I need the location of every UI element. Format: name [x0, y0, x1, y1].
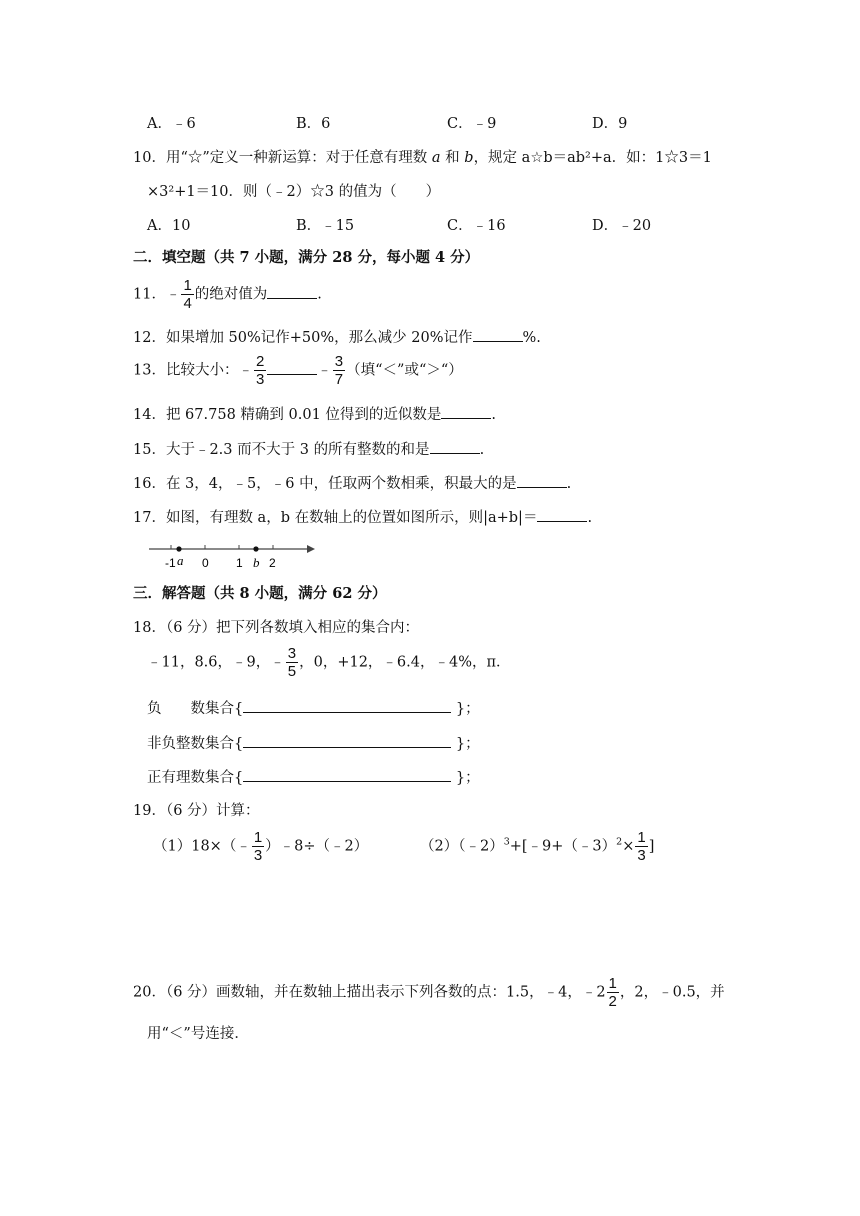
q20-line1: 20．（6 分）画数轴，并在数轴上描出表示下列各数的点：1.5，﹣4，﹣2 $\frac{1}{2}$ ，2，﹣0.5，并	[133, 975, 725, 1010]
negative-set-blank[interactable]	[243, 698, 451, 713]
q15-answer-blank[interactable]	[430, 439, 480, 454]
q19-part-2: （2）（﹣2）$^3$+[﹣9+（﹣3）$^2$× $\frac{1}{3}$ ]	[420, 829, 655, 864]
point-a	[176, 546, 181, 551]
label-a: a	[177, 553, 184, 568]
q19-part-1: （1）18×（﹣ $\frac{1}{3}$ ）﹣8÷（﹣2）	[153, 829, 369, 864]
q10-option-c: C．﹣16	[447, 218, 506, 234]
q9-option-a: A．﹣6	[147, 116, 196, 132]
q10-line1: 10．用“☆”定义一种新运算：对于任意有理数 a 和 b，规定 a☆b＝ab²+a．如：1☆3＝1	[133, 150, 712, 166]
q13-fraction-2: $\frac{3}{7}$	[334, 353, 344, 388]
q20-line2: 用“＜”号连接．	[147, 1026, 249, 1042]
section-fill-in-heading: 二．填空题（共 7 小题，满分 28 分，每小题 4 分）	[133, 249, 480, 266]
q10-option-a: A．10	[147, 218, 191, 234]
q11-answer-blank[interactable]	[267, 284, 317, 299]
q15: 15．大于﹣2.3 而不大于 3 的所有整数的和是 .	[133, 439, 484, 460]
section-solve-heading: 三．解答题（共 8 小题，满分 62 分）	[133, 585, 387, 602]
q17: 17．如图，有理数 a，b 在数轴上的位置如图所示，则|a+b|＝ .	[133, 507, 592, 528]
q18-fraction: $\frac{3}{5}$	[287, 645, 297, 680]
point-b	[253, 546, 258, 551]
q14-answer-blank[interactable]	[441, 404, 491, 419]
q18-set-nonnegative-integer: 非负整数集合{ }；	[147, 733, 480, 754]
positive-rational-set-blank[interactable]	[243, 767, 451, 782]
q14: 14．把 67.758 精确到 0.01 位得到的近似数是 .	[133, 404, 496, 425]
q9-option-b: B．6	[296, 116, 331, 132]
q18-set-positive-rational: 正有理数集合{ }；	[147, 767, 480, 788]
q13-answer-blank[interactable]	[267, 360, 317, 375]
label-b: b	[253, 555, 260, 570]
q12-answer-blank[interactable]	[473, 327, 523, 342]
number-line-arrow	[307, 545, 315, 553]
q18-title: 18．（6 分）把下列各数填入相应的集合内：	[133, 620, 420, 636]
q16-answer-blank[interactable]	[517, 473, 567, 488]
q20-fraction: $\frac{1}{2}$	[608, 975, 617, 1010]
q11-fraction: $\frac{1}{4}$	[183, 277, 192, 312]
q18-set-negative: 负 数集合{ }；	[147, 698, 480, 719]
q18-number-list: ﹣11，8.6，﹣9，﹣ $\frac{3}{5}$ ，0，+12，﹣6.4，﹣4%，π．	[147, 645, 511, 680]
q19-part1-fraction: $\frac{1}{3}$	[253, 829, 263, 864]
q19-part2-fraction: $\frac{1}{3}$	[637, 829, 646, 864]
q16: 16．在 3，4，﹣5，﹣6 中，任取两个数相乘，积最大的是 .	[133, 473, 571, 494]
q19-title: 19．（6 分）计算：	[133, 803, 260, 819]
q10-line2: ×3²+1＝10．则（﹣2）☆3 的值为（ ）	[147, 184, 441, 200]
label-minus-1: -1	[165, 556, 176, 570]
nonnegative-integer-set-blank[interactable]	[243, 733, 451, 748]
label-1: 1	[236, 556, 243, 570]
q9-option-c: C．﹣9	[447, 116, 497, 132]
q17-answer-blank[interactable]	[537, 507, 587, 522]
number-line-figure	[147, 540, 317, 572]
label-0: 0	[202, 556, 209, 570]
q9-option-d: D．9	[592, 116, 628, 132]
label-2: 2	[269, 556, 276, 570]
q12: 12．如果增加 50%记作+50%，那么减少 20%记作 %.	[133, 327, 541, 348]
q13: 13．比较大小：﹣ $\frac{2}{3}$ ﹣ $\frac{3}{7}$ （填“＜”或“＞“）	[133, 353, 463, 388]
q11: 11．﹣ $\frac{1}{4}$ 的绝对值为 .	[133, 277, 322, 312]
q13-fraction-1: $\frac{2}{3}$	[255, 353, 265, 388]
q10-option-d: D．﹣20	[592, 218, 652, 234]
q10-option-b: B．﹣15	[296, 218, 355, 234]
